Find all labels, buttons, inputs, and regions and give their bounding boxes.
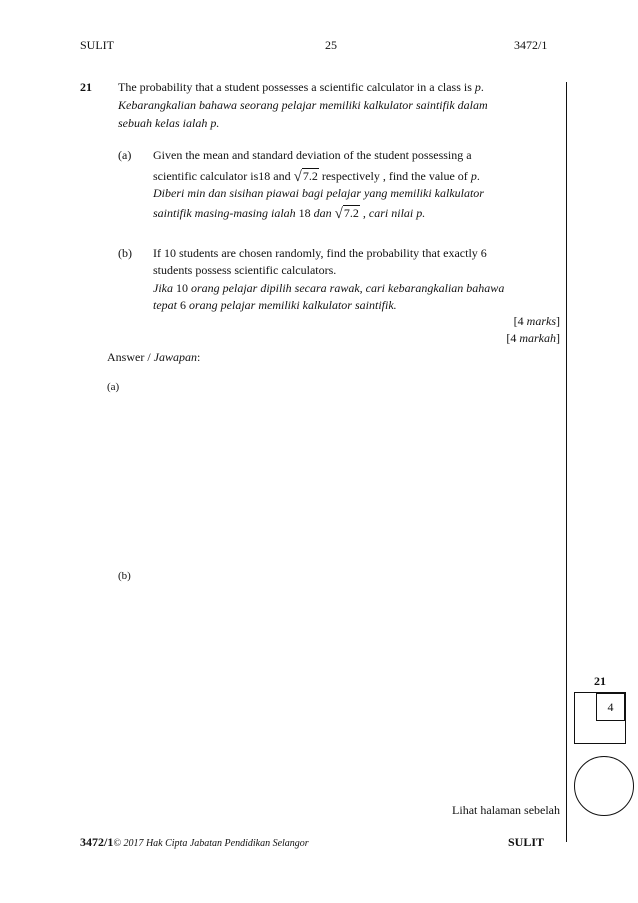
part-a-label: (a) xyxy=(118,148,132,162)
part-b-label: (b) xyxy=(118,246,132,260)
answer-label: Answer / Jawapan: xyxy=(107,350,201,364)
question-stem-en: The probability that a student possesses a scientific calculator in a class is p. xyxy=(118,80,484,94)
part-b-ms-line2: tepat 6 orang pelajar memiliki kalkulator saintifik. xyxy=(153,298,397,312)
score-circle xyxy=(574,756,634,816)
question-number: 21 xyxy=(80,80,92,94)
sqrt-symbol-ms: √7.2 xyxy=(334,206,359,222)
part-b-en-line2: students possess scientific calculators. xyxy=(153,263,337,277)
marks-value-box: 4 xyxy=(596,693,625,721)
margin-line xyxy=(566,82,567,842)
header-left: SULIT xyxy=(80,38,114,52)
part-a-ms-line1: Diberi min dan sisihan piawai bagi pelajar yang memiliki kalkulator xyxy=(153,186,484,200)
part-a-en-line2: scientific calculator is18 and √7.2 respectively , find the value of p. xyxy=(153,169,480,185)
answer-part-b: (b) xyxy=(118,570,131,582)
side-question-number: 21 xyxy=(594,674,606,688)
marks-ms: [4 markah] xyxy=(506,331,560,345)
footer-left: 3472/1© 2017 Hak Cipta Jabatan Pendidikan Selangor xyxy=(80,835,309,849)
part-a-ms-line2: saintifik masing-masing ialah 18 dan √7.2 , cari nilai p. xyxy=(153,206,426,222)
part-b-ms-line1: Jika 10 orang pelajar dipilih secara rawak, cari kebarangkalian bahawa xyxy=(153,281,505,295)
question-stem-ms-line1: Kebarangkalian bahawa seorang pelajar memiliki kalkulator saintifik dalam xyxy=(118,98,488,112)
sqrt-symbol: √7.2 xyxy=(293,169,318,185)
marks-en: [4 marks] xyxy=(513,314,560,328)
page-number: 25 xyxy=(325,38,337,52)
part-b-en-line1: If 10 students are chosen randomly, find the probability that exactly 6 xyxy=(153,246,487,260)
next-page-note: Lihat halaman sebelah xyxy=(452,803,560,817)
part-a-en-line1: Given the mean and standard deviation of the student possessing a xyxy=(153,148,472,162)
header-right: 3472/1 xyxy=(514,38,548,52)
answer-part-a: (a) xyxy=(107,381,120,393)
footer-right: SULIT xyxy=(508,835,545,849)
question-stem-ms-line2: sebuah kelas ialah p. xyxy=(118,116,220,130)
